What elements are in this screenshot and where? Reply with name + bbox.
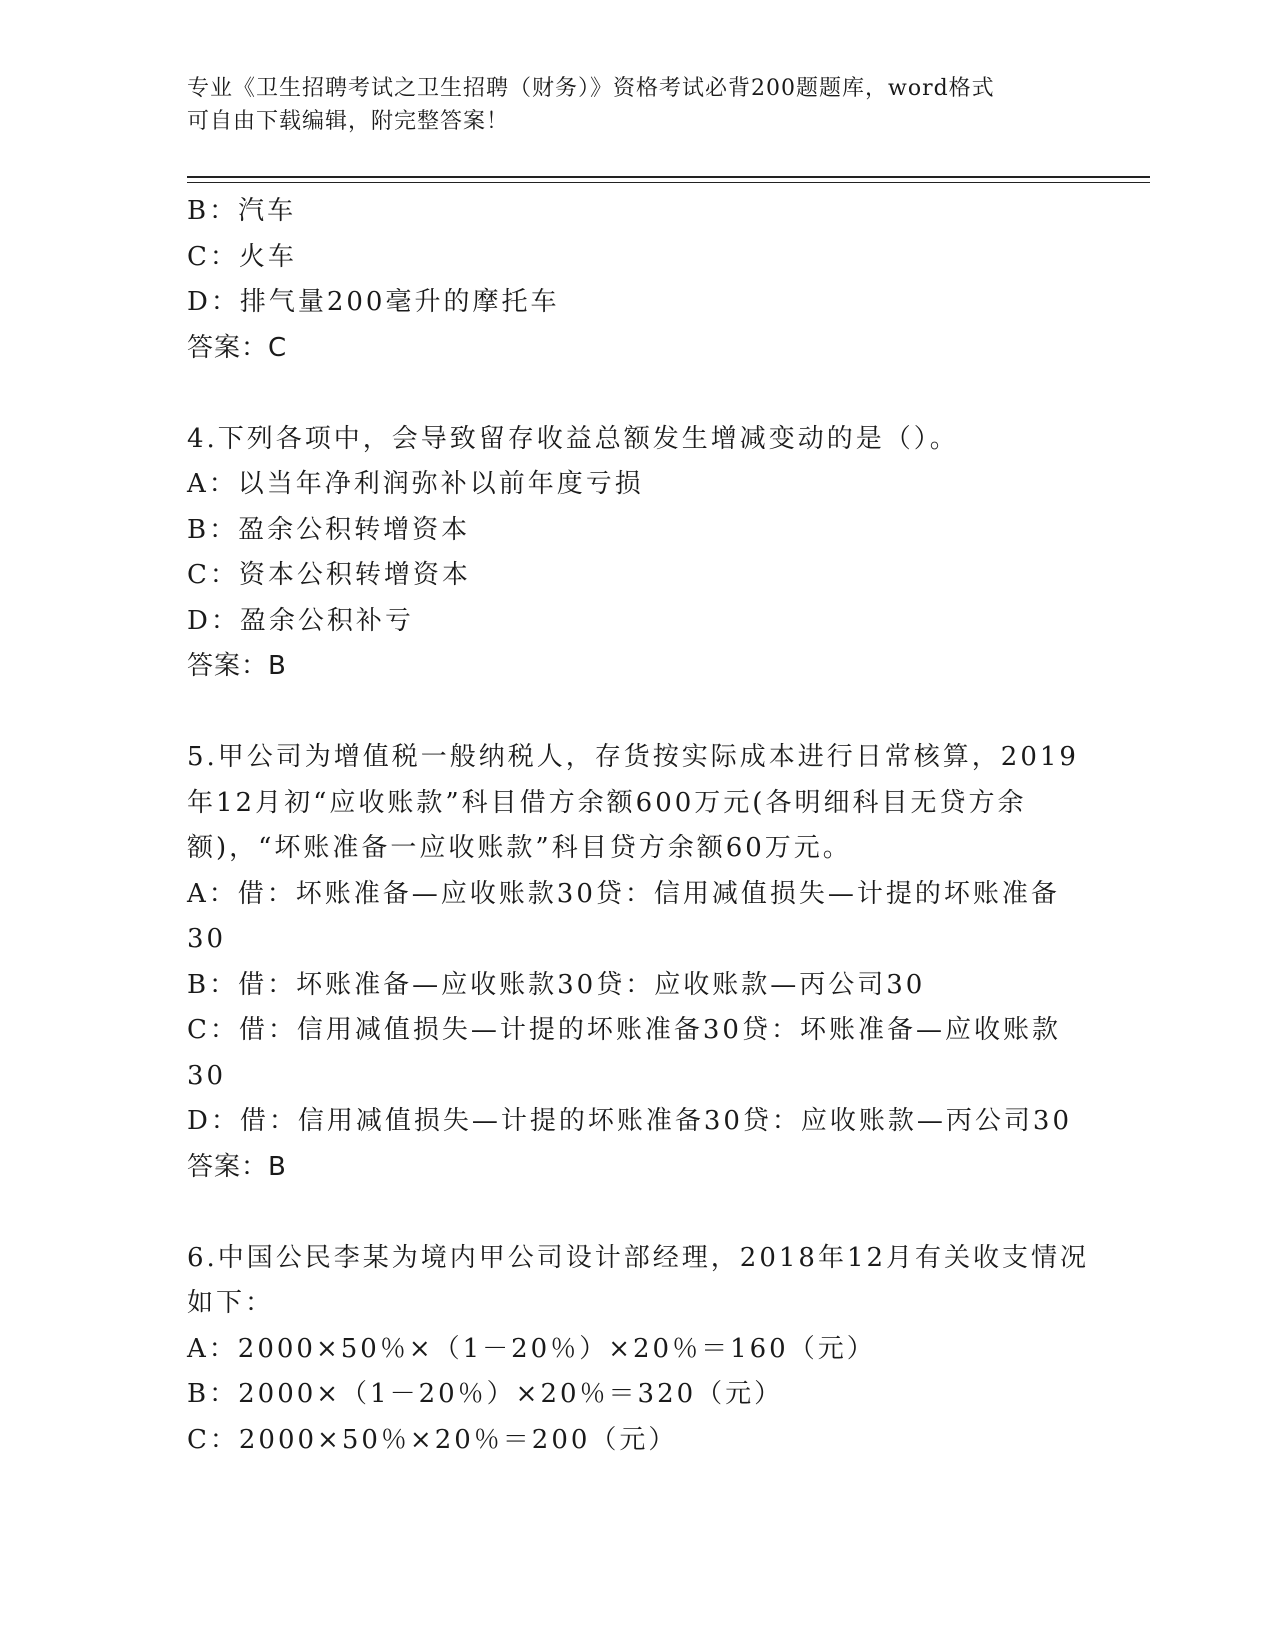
q6-option-a: A：2000×50％×（1－20％）×20％＝160（元） (187, 1333, 876, 1364)
q6-stem-line-1: 6.中国公民李某为境内甲公司设计部经理，2018年12月有关收支情况 (187, 1242, 1090, 1273)
q3-option-d: D：排气量200毫升的摩托车 (187, 287, 560, 317)
q3-option-b: B：汽车 (187, 196, 297, 226)
q5-option-d: D：借：信用减值损失—计提的坏账准备30贷：应收账款—丙公司30 (187, 1106, 1073, 1136)
q5-stem-line-2: 年12月初“应收账款”科目借方余额600万元(各明细科目无贷方余 (187, 787, 1027, 818)
q5-answer: 答案：B (187, 1151, 287, 1182)
q5-option-a-line-1: A：借：坏账准备—应收账款30贷：信用减值损失—计提的坏账准备 (187, 878, 1060, 909)
q4-option-b: B：盈余公积转增资本 (187, 514, 471, 545)
q5-stem-line-3: 额)，“坏账准备一应收账款”科目贷方余额60万元。 (187, 833, 852, 863)
q6-stem-line-2: 如下： (187, 1288, 275, 1318)
header-line-2: 可自由下载编辑，附完整答案！ (187, 109, 510, 134)
q5-option-c-line-1: C：借：信用减值损失—计提的坏账准备30贷：坏账准备—应收账款 (187, 1015, 1061, 1045)
q4-option-d: D：盈余公积补亏 (187, 605, 414, 636)
q4-stem: 4.下列各项中，会导致留存收益总额发生增减变动的是（）。 (187, 423, 959, 454)
spacer (187, 690, 1087, 736)
q5-option-a-line-2: 30 (187, 924, 227, 954)
spacer (187, 1190, 1087, 1236)
q5-stem-line-1: 5.甲公司为增值税一般纳税人，存货按实际成本进行日常核算，2019 (187, 742, 1079, 772)
header-line-1: 专业《卫生招聘考试之卫生招聘（财务）》资格考试必背200题题库，word格式 (187, 76, 995, 101)
document-header (187, 72, 1087, 138)
header-divider-thick (187, 176, 1150, 178)
q5-option-c-line-2: 30 (187, 1060, 227, 1091)
q4-answer: 答案：B (187, 651, 287, 681)
spacer (187, 371, 1087, 417)
question-list (187, 189, 1090, 1463)
header-divider-thin (187, 182, 1150, 183)
q4-option-a: A：以当年净利润弥补以前年度亏损 (187, 469, 644, 499)
q3-option-c: C：火车 (187, 241, 297, 272)
q3-answer: 答案：C (187, 332, 288, 363)
q4-option-c: C：资本公积转增资本 (187, 560, 471, 590)
q5-option-b: B：借：坏账准备—应收账款30贷：应收账款—丙公司30 (187, 969, 926, 1000)
q6-option-b: B：2000×（1－20％）×20％＝320（元） (187, 1379, 784, 1409)
q6-option-c: C：2000×50％×20％＝200（元） (187, 1424, 678, 1455)
